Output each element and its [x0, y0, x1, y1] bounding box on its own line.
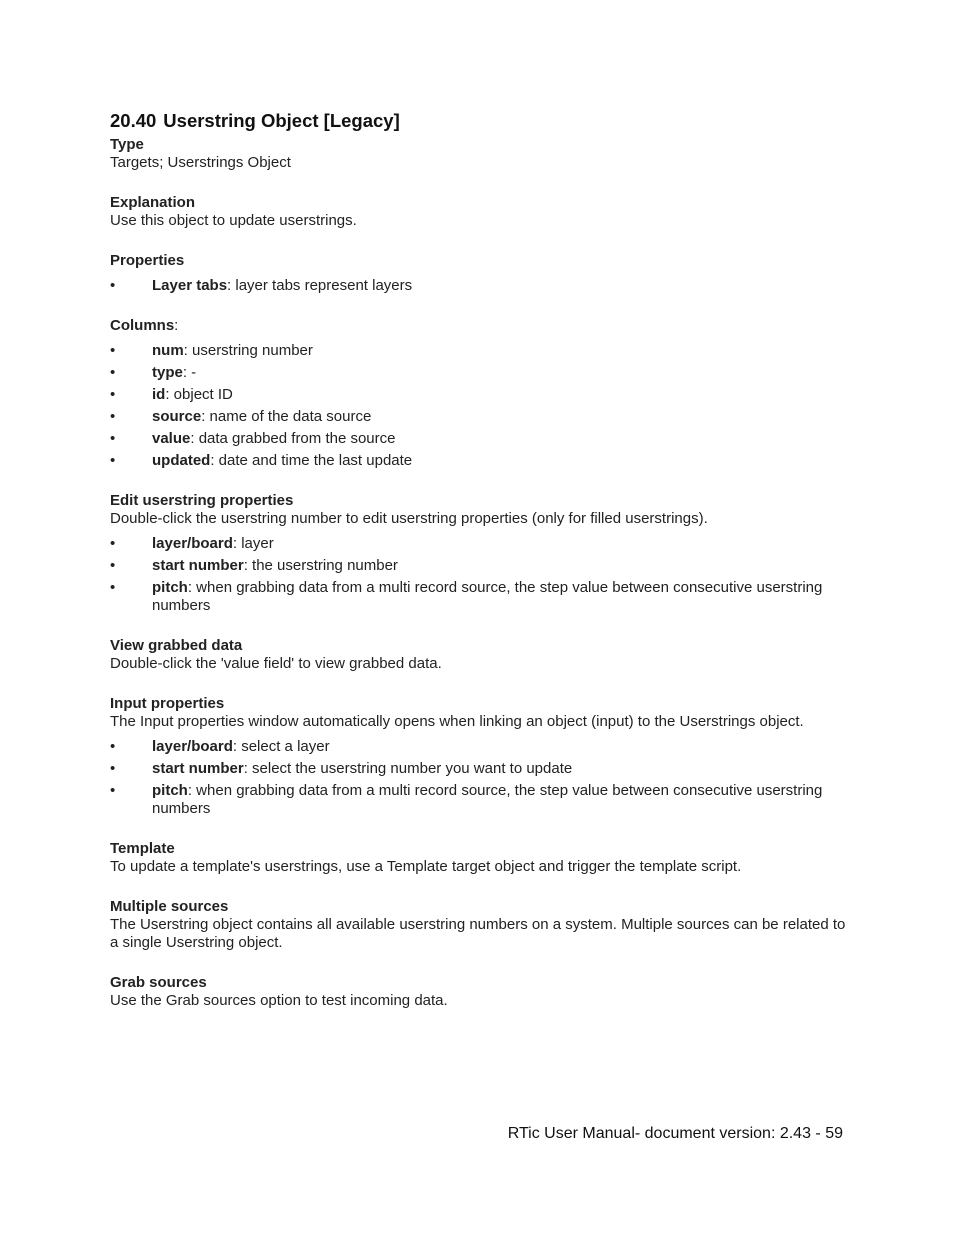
page-content	[110, 110, 850, 1032]
list-item	[110, 364, 850, 382]
explanation-heading: Explanation	[110, 194, 196, 211]
list-item	[110, 557, 850, 575]
section-number: 20.40	[110, 110, 157, 131]
page-footer: RTic User Manual- document version: 2.43 - 59	[507, 1125, 843, 1142]
list-item-term: source	[152, 408, 202, 425]
list-item	[110, 430, 850, 448]
list-item	[110, 738, 850, 756]
edit-text: Double-click the userstring number to edit userstring properties (only for filled userstrings).	[110, 510, 708, 527]
template-section	[110, 840, 850, 876]
list-item	[110, 535, 850, 553]
input-text: The Input properties window automatically opens when linking an object (input) to the Userstrings object.	[110, 713, 804, 730]
explanation-section	[110, 194, 850, 230]
multiple-heading: Multiple sources	[110, 898, 229, 915]
multiple-text: The Userstring object contains all available userstring numbers on a system. Multiple sources can be related to a single Userstring object.	[110, 916, 846, 951]
list-item-term: start number	[152, 557, 244, 574]
list-item	[110, 782, 850, 818]
list-item-desc: : name of the data source	[201, 408, 372, 425]
list-item-term: value	[152, 430, 191, 447]
list-item-desc: : data grabbed from the source	[190, 430, 396, 447]
list-item-term: updated	[152, 452, 211, 469]
list-item-term: num	[152, 342, 184, 359]
properties-heading: Properties	[110, 252, 185, 269]
grab-text: Use the Grab sources option to test incoming data.	[110, 992, 448, 1009]
properties-list	[110, 277, 850, 295]
list-item-desc: : layer tabs represent layers	[227, 277, 413, 294]
type-section	[110, 136, 850, 172]
list-item-desc: : userstring number	[183, 342, 313, 359]
list-item	[110, 277, 850, 295]
list-item-desc: : when grabbing data from a multi record source, the step value between consecutive userstring numbers	[152, 782, 823, 817]
type-heading: Type	[110, 136, 144, 153]
template-text: To update a template's userstrings, use a Template target object and trigger the template script.	[110, 858, 742, 875]
view-section	[110, 637, 850, 673]
template-heading: Template	[110, 840, 175, 857]
edit-list	[110, 535, 850, 615]
list-item-desc: : layer	[232, 535, 274, 552]
list-item-term: type	[152, 364, 183, 381]
grab-section	[110, 974, 850, 1010]
columns-section	[110, 317, 850, 470]
input-heading: Input properties	[110, 695, 225, 712]
edit-heading: Edit userstring properties	[110, 492, 294, 509]
list-item-term: pitch	[152, 782, 188, 799]
properties-section	[110, 252, 850, 295]
list-item	[110, 579, 850, 615]
list-item-desc: : the userstring number	[243, 557, 398, 574]
section-title	[110, 110, 850, 132]
list-item	[110, 408, 850, 426]
list-item	[110, 386, 850, 404]
view-text: Double-click the 'value field' to view grabbed data.	[110, 655, 442, 672]
edit-section	[110, 492, 850, 615]
list-item-desc: : -	[182, 364, 197, 381]
list-item-desc: : select the userstring number you want to update	[243, 760, 573, 777]
list-item-desc: : select a layer	[232, 738, 330, 755]
list-item-term: id	[152, 386, 166, 403]
view-heading: View grabbed data	[110, 637, 243, 654]
list-item-desc: : date and time the last update	[210, 452, 413, 469]
list-item-term: pitch	[152, 579, 188, 596]
list-item	[110, 760, 850, 778]
section-title-text: Userstring Object [Legacy]	[163, 110, 400, 131]
list-item-term: layer/board	[152, 738, 233, 755]
list-item	[110, 342, 850, 360]
input-section	[110, 695, 850, 818]
columns-heading: Columns	[110, 317, 175, 334]
multiple-section	[110, 898, 850, 952]
columns-heading-line	[110, 317, 850, 335]
columns-list	[110, 342, 850, 470]
list-item	[110, 452, 850, 470]
list-item-desc: : when grabbing data from a multi record source, the step value between consecutive userstring numbers	[152, 579, 823, 614]
list-item-desc: : object ID	[165, 386, 233, 403]
type-text: Targets; Userstrings Object	[110, 154, 291, 171]
explanation-text: Use this object to update userstrings.	[110, 212, 357, 229]
list-item-term: start number	[152, 760, 244, 777]
columns-heading-suffix: :	[174, 317, 179, 334]
list-item-term: Layer tabs	[152, 277, 228, 294]
list-item-term: layer/board	[152, 535, 233, 552]
grab-heading: Grab sources	[110, 974, 207, 991]
input-list	[110, 738, 850, 818]
